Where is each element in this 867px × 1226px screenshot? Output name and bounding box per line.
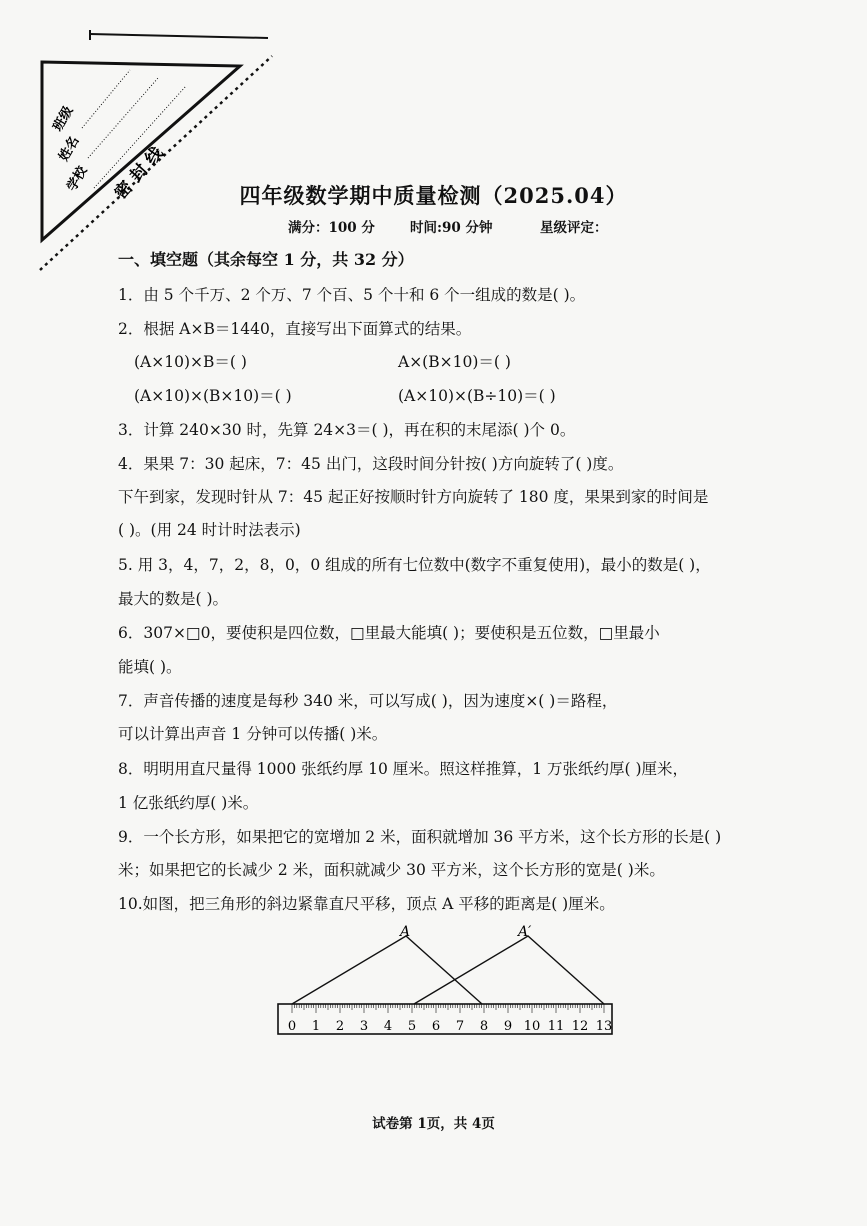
question-6-line-1: 6．307×□0，要使积是四位数，□里最大能填( )；要使积是五位数，□里最小: [118, 624, 660, 642]
corner-label-name: 姓名: [56, 133, 83, 164]
question-7-line-1: 7．声音传播的速度是每秒 340 米，可以写成( )，因为速度×( )＝路程，: [118, 692, 618, 710]
question-2b: A×(B×10)＝( ): [398, 353, 511, 371]
ruler-label: 2: [335, 1019, 345, 1034]
question-8-line-2: 1 亿张纸约厚( )米。: [118, 794, 259, 812]
ruler-label: 10: [523, 1019, 541, 1034]
page-title: 四年级数学期中质量检测（2025.04）: [239, 183, 628, 208]
question-5-line-2: 最大的数是( )。: [118, 590, 229, 608]
ruler-triangle-figure: [270, 920, 620, 1045]
ruler-label: 7: [455, 1019, 465, 1034]
question-9-line-1: 9．一个长方形，如果把它的宽增加 2 米，面积就增加 36 平方米，这个长方形的长是( ): [118, 828, 722, 846]
ruler-label: 13: [595, 1019, 613, 1034]
ruler-label: 11: [547, 1019, 565, 1034]
question-5-line-1: 5. 用 3，4，7，2，8，0，0 组成的所有七位数中(数字不重复使用)，最小的数是( )，: [118, 556, 711, 574]
vertex-a-prime-label: A′: [518, 924, 532, 940]
question-4-line-3: ( )。(用 24 时计时法表示): [118, 521, 301, 539]
question-4-line-2: 下午到家，发现时针从 7：45 起正好按顺时针方向旋转了 180 度，果果到家的时间是: [118, 488, 709, 506]
question-6-line-2: 能填( )。: [118, 658, 182, 676]
corner-label-school: 学校: [64, 163, 91, 194]
ruler-label: 3: [359, 1019, 369, 1034]
triangle-moved: [414, 936, 604, 1004]
ruler-label: 4: [383, 1019, 393, 1034]
exam-time: 时间:90 分钟: [410, 220, 493, 236]
question-2: 2．根据 A×B＝1440，直接写出下面算式的结果。: [118, 320, 472, 338]
ruler-label: 1: [311, 1019, 321, 1034]
triangle-original: [292, 936, 482, 1004]
question-7-line-2: 可以计算出声音 1 分钟可以传播( )米。: [118, 725, 388, 743]
question-8-line-1: 8．明明用直尺量得 1000 张纸约厚 10 厘米。照这样推算，1 万张纸约厚( )厘米，: [118, 760, 689, 778]
star-rating: 星级评定：: [540, 220, 608, 236]
ruler-label: 6: [431, 1019, 441, 1034]
question-10: 10.如图，把三角形的斜边紧靠直尺平移，顶点 A 平移的距离是( )厘米。: [118, 895, 615, 913]
question-3: 3．计算 240×30 时，先算 24×3＝( )，再在积的末尾添( )个 0。: [118, 421, 576, 439]
ruler-label: 8: [479, 1019, 489, 1034]
top-rule: [90, 34, 268, 38]
ruler-label: 5: [407, 1019, 417, 1034]
question-1: 1．由 5 个千万、2 个万、7 个百、5 个十和 6 个一组成的数是( )。: [118, 286, 586, 304]
seal-text: 密 封 线: [110, 143, 168, 204]
ruler-label: 0: [287, 1019, 297, 1034]
question-9-line-2: 米；如果把它的长减少 2 米，面积就减少 30 平方米，这个长方形的宽是( )米。: [118, 861, 665, 879]
ruler-label: 9: [503, 1019, 513, 1034]
page-footer: 试卷第 1页，共 4页: [372, 1116, 495, 1132]
question-2c: (A×10)×(B×10)＝( ): [134, 387, 292, 405]
ruler-ticks: [292, 1004, 604, 1013]
corner-label-class: 班级: [50, 103, 77, 134]
question-2d: (A×10)×(B÷10)＝( ): [398, 387, 556, 405]
question-4-line-1: 4．果果 7：30 起床，7：45 出门，这段时间分针按( )方向旋转了( )度。: [118, 455, 624, 473]
question-2a: (A×10)×B＝( ): [134, 353, 247, 371]
ruler-labels: [288, 1019, 612, 1034]
ruler-label: 12: [571, 1019, 589, 1034]
section-heading: 一、填空题（其余每空 1 分，共 32 分）: [118, 250, 414, 269]
full-score: 满分：100 分: [288, 220, 375, 236]
vertex-a-label: A: [400, 924, 411, 940]
